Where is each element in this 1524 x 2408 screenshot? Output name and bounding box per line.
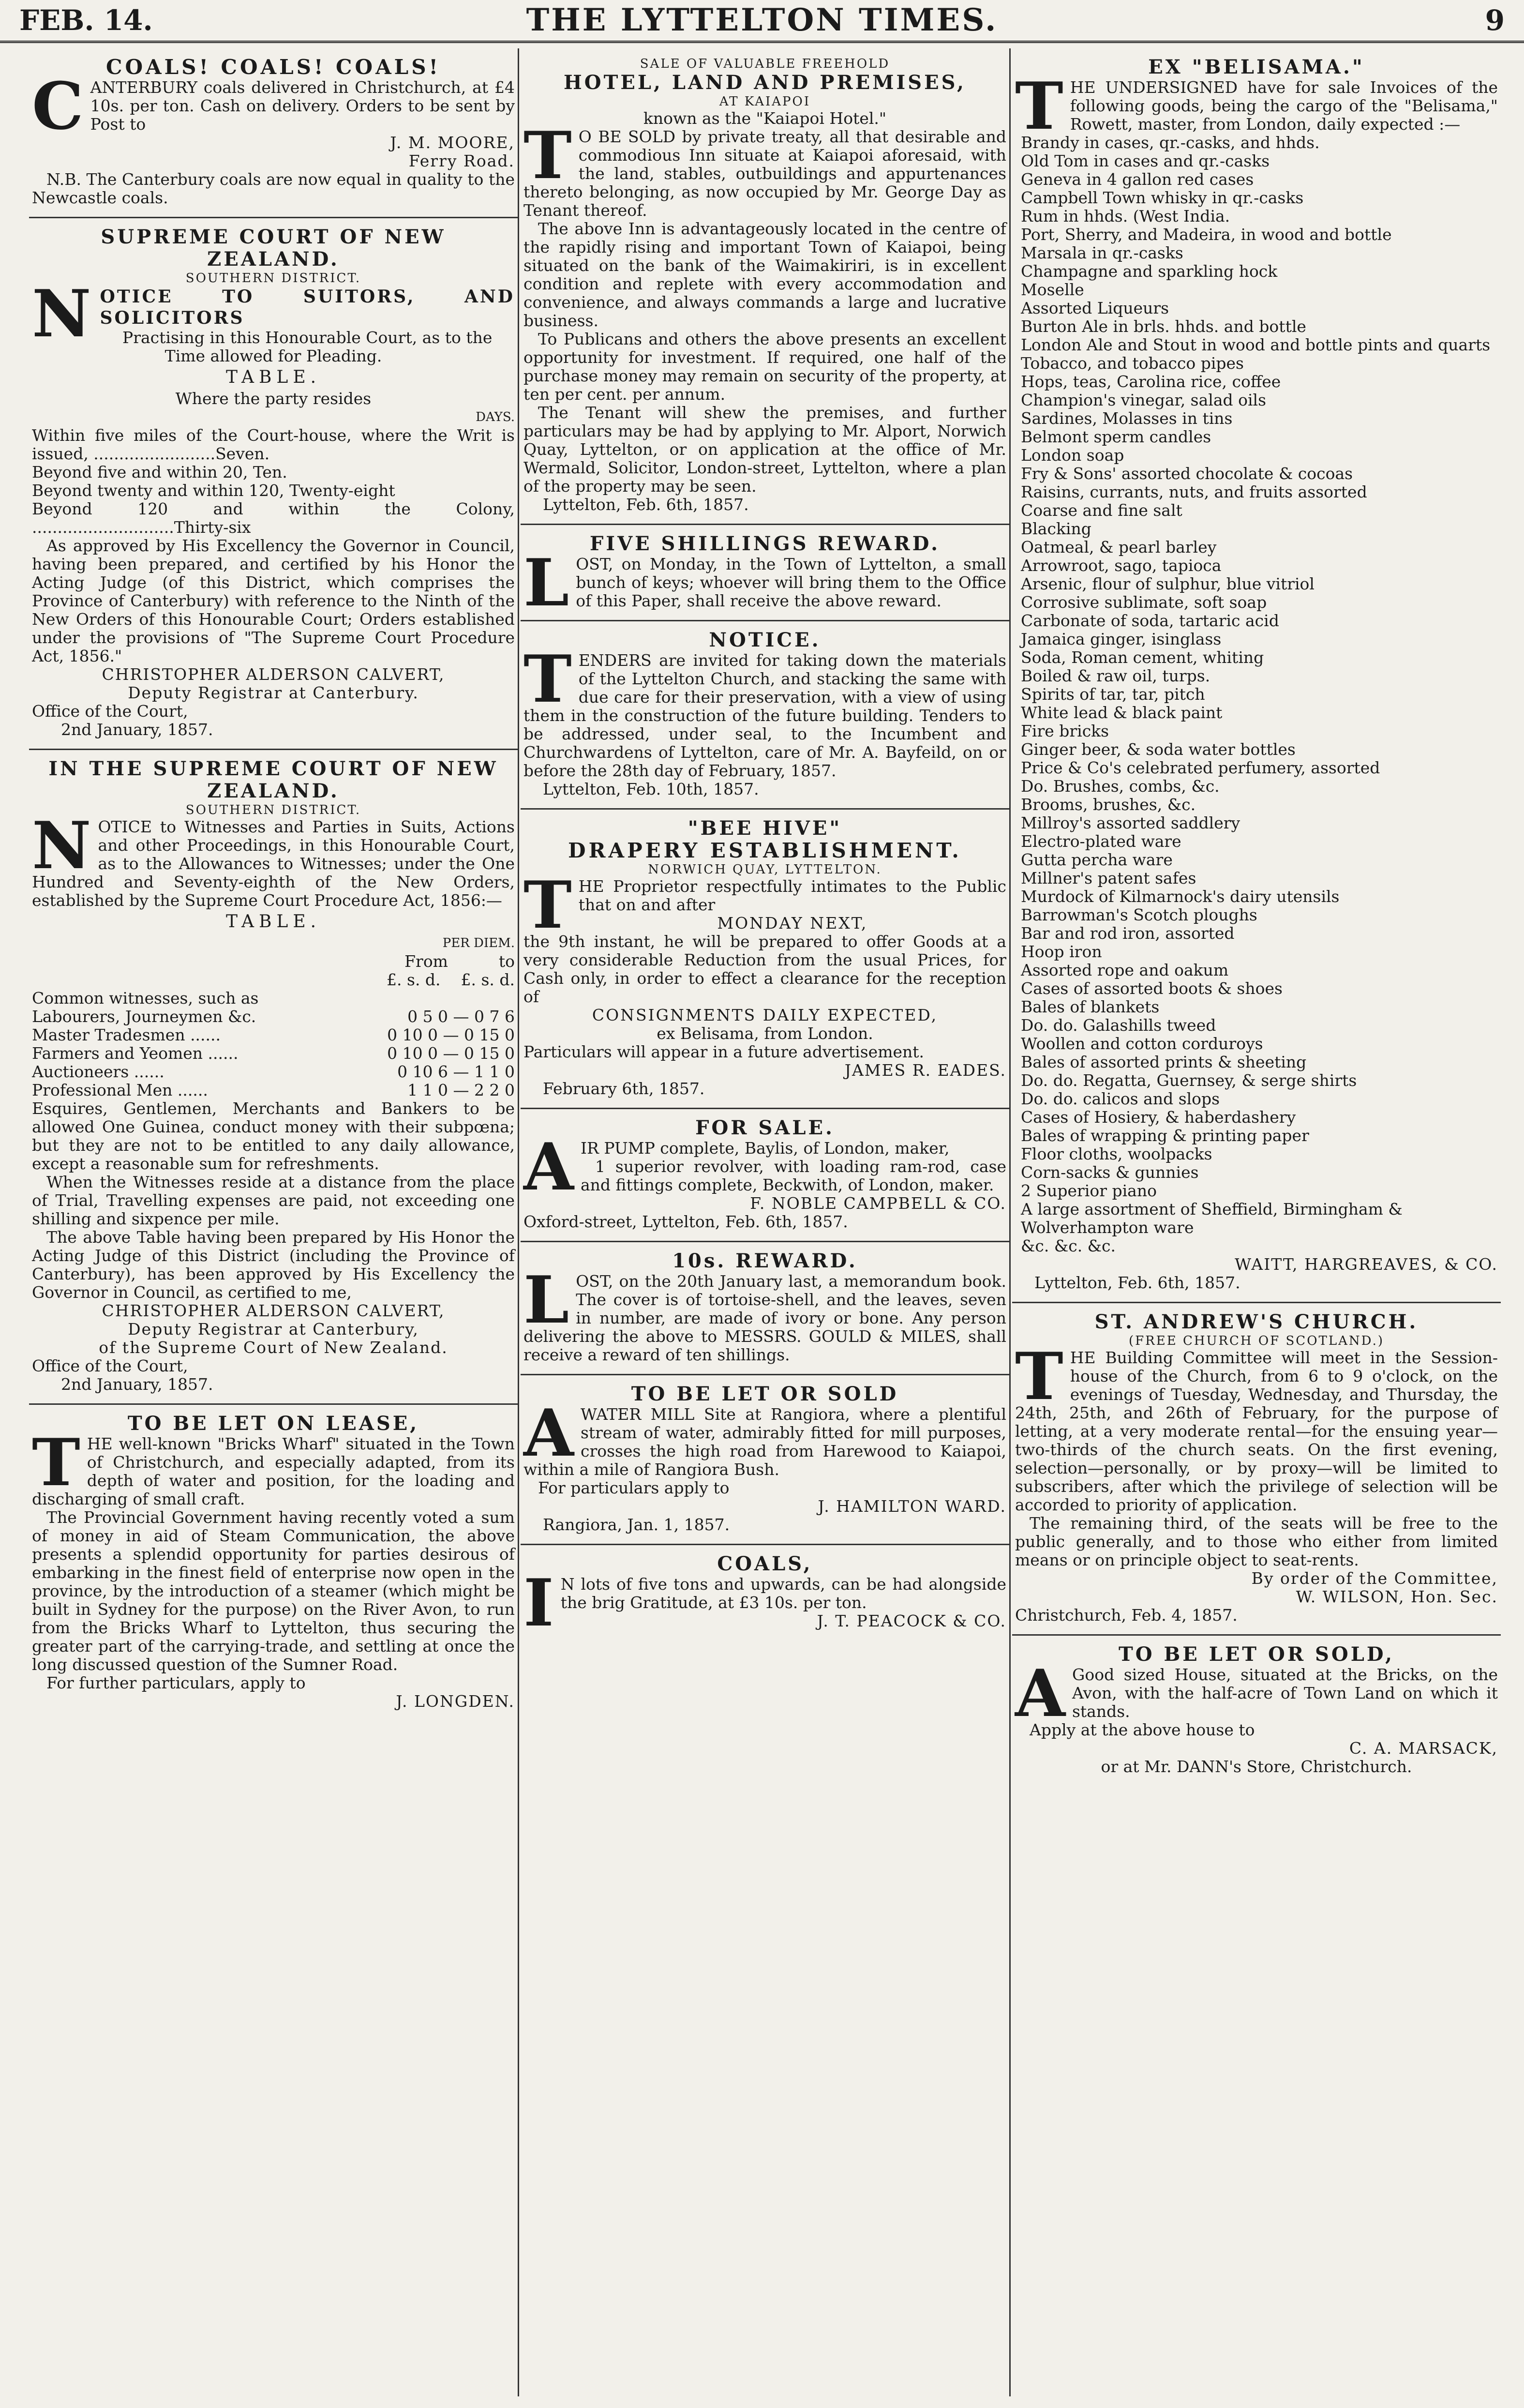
ad-body: THE Proprietor respectfully intimates to the Public that on and after	[523, 867, 1006, 943]
row-values: 0 5 0 — 0 7 6	[407, 1007, 515, 1026]
row-label: Labourers, Journeymen &c.	[32, 1007, 256, 1026]
ad-five-shillings-reward	[521, 525, 1009, 621]
ad-signature-title: Deputy Registrar at Canterbury,	[128, 1320, 419, 1339]
ad-body: The Tenant will shew the premises, and further particulars may be had by applying to Mr. Alport, Norwich Quay, Lyttelton, or on application at the office of Mr. Wermald, Solicitor, London-street, Lyttelton, where a plan of the property may be seen.	[523, 403, 1006, 496]
ad-body: The remaining third, of the seats will be free to the public generally, and to those who either from limited means or on principle object to seat-rents.	[1015, 1514, 1498, 1569]
ad-kicker: "BEE HIVE"	[687, 817, 842, 840]
goods-list-item: Fire bricks	[1021, 722, 1109, 740]
ad-signature: C. A. MARSACK,	[1349, 1739, 1498, 1758]
ad-signature: CHRISTOPHER ALDERSON CALVERT,	[102, 665, 445, 684]
ad-heading: NOTICE.	[709, 629, 821, 651]
goods-list-item: Do. do. calicos and slops	[1021, 1089, 1220, 1108]
ad-notice-tenders	[521, 621, 1009, 810]
goods-list-item: Arsenic, flour of sulphur, blue vitriol	[1021, 574, 1315, 593]
ad-date: 2nd January, 1857.	[61, 1375, 213, 1394]
masthead	[0, 0, 1524, 43]
ad-body: LOST, on the 20th January last, a memorandum book. The cover is of tortoise-shell, and the leaves, seven in number, are made of ivory or bone. Any person delivering the above to MESSRS. GOULD & MILES, shall receive a reward of ten shillings.	[523, 1262, 1006, 1364]
ad-signature: J. LONGDEN.	[396, 1692, 515, 1711]
ad-body: When the Witnesses reside at a distance from the place of Trial, Travelling expenses are paid, not exceeding one shilling and sixpence per mile.	[32, 1173, 515, 1228]
row-values: 0 10 0 — 0 15 0	[387, 1044, 515, 1063]
goods-list-item: Fry & Sons' assorted chocolate & cocoas	[1021, 464, 1353, 483]
ad-date: Lyttelton, Feb. 6th, 1857.	[1034, 1273, 1240, 1292]
row-label: Common witnesses, such as	[32, 989, 259, 1008]
ad-kaiapoi-hotel	[521, 48, 1009, 525]
column-rule-2	[1009, 48, 1011, 2396]
goods-list-item: Do. do. Galashills tweed	[1021, 1016, 1216, 1035]
table-row: Beyond 120 and within the Colony, ............................Thirty-six	[32, 499, 515, 537]
ad-body: THE Building Committee will meet in the Session-house of the Church, from 6 to 9 o'clock, on the evenings of Tuesday, Wednesday, and Thursday, the 24th, 25th, and 26th of February, for the purpose of letting, at a very moderate rental—for the ensuing year—two-thirds of the church seats. On the first evening, selection—personally, or by proxy—will be limited to subscribers, after which the privilege of selection will be accorded to priority of application.	[1015, 1338, 1498, 1514]
ad-for-sale-air-pump	[521, 1109, 1009, 1242]
goods-list-item: Bar and rod iron, assorted	[1021, 924, 1235, 943]
ad-date: February 6th, 1857.	[543, 1079, 705, 1098]
column-rule-1	[518, 48, 519, 2396]
ad-intro: Practising in this Honourable Court, as to the Time allowed for Pleading.	[122, 328, 493, 365]
ad-signature: WAITT, HARGREAVES, & CO.	[1235, 1255, 1498, 1274]
goods-list-item: Burton Ale in brls. hhds. and bottle	[1021, 317, 1306, 336]
row-label: Professional Men ......	[32, 1081, 208, 1099]
goods-list-item: Tobacco, and tobacco pipes	[1021, 354, 1244, 373]
ad-coals-peacock	[521, 1545, 1009, 1640]
goods-list-item: Bales of assorted prints & sheeting	[1021, 1053, 1307, 1071]
goods-list-item: Do. do. Regatta, Guernsey, & serge shirts	[1021, 1071, 1357, 1090]
ad-house-let-or-sold	[1012, 1636, 1501, 1786]
ad-heading: 10s. REWARD.	[672, 1249, 858, 1272]
ad-heading: COALS! COALS! COALS!	[106, 55, 441, 79]
goods-list-item: Assorted rope and oakum	[1021, 961, 1229, 979]
goods-list-item: Champagne and sparkling hock	[1021, 262, 1278, 281]
ad-body: For particulars apply to	[538, 1478, 730, 1497]
ad-heading: EX "BELISAMA."	[1148, 56, 1365, 78]
table-row	[32, 1063, 515, 1081]
ad-signature: J. HAMILTON WARD.	[818, 1497, 1006, 1516]
goods-list-item: Arrowroot, sago, tapioca	[1021, 556, 1222, 575]
ad-water-mill	[521, 1375, 1009, 1545]
goods-list-item: Marsala in qr.-casks	[1021, 243, 1183, 262]
column-3	[1012, 48, 1501, 2396]
goods-list-item: Carbonate of soda, tartaric acid	[1021, 611, 1279, 630]
ad-signature-title: Deputy Registrar at Canterbury.	[128, 683, 419, 702]
goods-list-item: Sardines, Molasses in tins	[1021, 409, 1233, 428]
ad-body: the 9th instant, he will be prepared to offer Goods at a very considerable Reduction from the usual Prices, for Cash only, in order to effect a clearance for the reception of	[523, 932, 1006, 1006]
ad-order: By order of the Committee,	[1251, 1569, 1498, 1588]
ad-body: AIR PUMP complete, Baylis, of London, maker,	[523, 1129, 950, 1205]
table-row: Beyond five and within 20, Ten.	[32, 463, 287, 482]
table-row	[32, 1081, 515, 1099]
goods-list-item: Corn-sacks & gunnies	[1021, 1163, 1199, 1182]
ad-heading: HOTEL, LAND AND PREMISES,	[564, 71, 966, 94]
ad-body: NOTICE to Witnesses and Parties in Suits, Actions and other Proceedings, in this Honourable Court, as to the Allowances to Witnesses; under the One Hundred and Seventy-eighth of the New Orders, established by the Supreme Court Procedure Act, 1856:—	[32, 807, 515, 910]
ad-signature: F. NOBLE CAMPBELL & CO.	[750, 1194, 1006, 1213]
goods-list-item: A large assortment of Sheffield, Birmingham & Wolverhampton ware	[1021, 1200, 1403, 1237]
ad-ten-shillings-reward	[521, 1242, 1009, 1375]
column-2	[521, 48, 1009, 2396]
table-row: Within five miles of the Court-house, where the Writ is issued, ........................Seven.	[32, 426, 515, 463]
ad-signature-title: of the Supreme Court of New Zealand.	[99, 1338, 448, 1357]
table-row: Beyond twenty and within 120, Twenty-eight	[32, 481, 395, 500]
goods-list-item: Gutta percha ware	[1021, 850, 1173, 869]
ad-signature: J. T. PEACOCK & CO.	[817, 1611, 1006, 1630]
issue-date: FEB. 14.	[19, 4, 153, 37]
ad-date: Lyttelton, Feb. 10th, 1857.	[543, 780, 759, 798]
ad-body: To Publicans and others the above presents an excellent opportunity for investment. If required, one half of the purchase money may remain on security of the property, at ten per cent. per annum.	[523, 330, 1006, 404]
ad-date: Rangiora, Jan. 1, 1857.	[543, 1515, 730, 1534]
goods-list-item: Cases of Hosiery, & haberdashery	[1021, 1108, 1296, 1127]
newspaper-title: THE LYTTELTON TIMES.	[526, 2, 998, 38]
table-heading: TABLE.	[225, 912, 321, 932]
goods-list-item: Champion's vinegar, salad oils	[1021, 391, 1267, 409]
ad-body: IN lots of five tons and upwards, can be had alongside the brig Gratitude, at £3 10s. per ton.	[523, 1565, 1006, 1641]
goods-list-item: Hops, teas, Carolina rice, coffee	[1021, 372, 1281, 391]
ad-heading: FOR SALE.	[695, 1116, 835, 1139]
column-1	[29, 48, 518, 2396]
ad-signature: CHRISTOPHER ALDERSON CALVERT,	[102, 1301, 445, 1320]
ad-body: THE well-known "Bricks Wharf" situated in the Town of Christchurch, and especially adapted, from its depth of water and position, for the loading and discharging of small craft.	[32, 1424, 515, 1508]
goods-list-item: Oatmeal, & pearl barley	[1021, 538, 1217, 557]
ad-body: For further particulars, apply to	[46, 1673, 306, 1692]
goods-list-item: Boiled & raw oil, turps.	[1021, 666, 1210, 685]
ad-subheading: SOUTHERN DISTRICT.	[185, 271, 361, 286]
ad-bee-hive	[521, 810, 1009, 1109]
goods-list-item: Cases of assorted boots & shoes	[1021, 979, 1283, 998]
goods-list-item: Floor cloths, woolpacks	[1021, 1144, 1212, 1163]
goods-list-item: Jamaica ginger, isinglass	[1021, 630, 1222, 648]
ad-st-andrews-church	[1012, 1303, 1501, 1636]
ad-heading: IN THE SUPREME COURT OF NEW ZEALAND.	[48, 757, 498, 802]
goods-list-item: Electro-plated ware	[1021, 832, 1181, 851]
ad-body: THE UNDERSIGNED have for sale Invoices of the following goods, being the cargo of the "Belisama," Rowett, master, from London, daily expected :—	[1015, 68, 1498, 144]
row-values: 1 1 0 — 2 2 0	[407, 1081, 515, 1099]
ad-lease-bricks-wharf	[29, 1405, 518, 1720]
ad-signature: JAMES R. EADES.	[844, 1061, 1006, 1080]
goods-list-item: Bales of wrapping & printing paper	[1021, 1126, 1309, 1145]
ad-body: AGood sized House, situated at the Bricks, on the Avon, with the half-acre of Town Land on which it stands.	[1015, 1655, 1498, 1731]
row-values: 0 10 6 — 1 1 0	[397, 1062, 515, 1081]
ad-body: Particulars will appear in a future advertisement.	[523, 1042, 925, 1061]
ad-signature: W. WILSON, Hon. Sec.	[1296, 1587, 1498, 1606]
ad-address: Ferry Road.	[408, 151, 515, 170]
ad-subheading: (FREE CHURCH OF SCOTLAND.)	[1129, 1334, 1384, 1348]
goods-list-item: Do. Brushes, combs, &c.	[1021, 777, 1220, 796]
ad-body: CANTERBURY coals delivered in Christchurch, at £4 10s. per ton. Cash on delivery. Orders to be sent by Post to	[32, 68, 515, 144]
goods-list-item: Belmont sperm candles	[1021, 427, 1211, 446]
ad-body: Apply at the above house to	[1030, 1720, 1255, 1739]
ad-body: LOST, on Monday, in the Town of Lyttelton, a small bunch of keys; whoever will bring them to the Office of this Paper, shall receive the above reward.	[523, 544, 1006, 621]
goods-list-item: Old Tom in cases and qr.-casks	[1021, 151, 1270, 170]
ad-heading: TO BE LET OR SOLD	[631, 1383, 899, 1405]
goods-list-item: Brooms, brushes, &c.	[1021, 795, 1196, 814]
goods-list-item: Rum in hhds. (West India.	[1021, 207, 1230, 226]
table-row	[32, 1008, 515, 1026]
ad-heading: COALS,	[717, 1552, 813, 1575]
ad-body: TENDERS are invited for taking down the materials of the Lyttelton Church, and stacking the same with due care for their preservation, with a view of using them in the construction of the future building. Tenders to be addressed, under seal, to the Incumbent and Churchwardens of Lyttelton, care of Mr. A. Bayfeild, on or before the 28th day of February, 1857.	[523, 641, 1006, 780]
ad-heading: FIVE SHILLINGS REWARD.	[589, 532, 940, 555]
goods-list-item: Hoop iron	[1021, 942, 1102, 961]
row-label: Farmers and Yeomen ......	[32, 1044, 239, 1063]
ad-heading: SUPREME COURT OF NEW ZEALAND.	[101, 226, 446, 271]
ad-kicker: SALE OF VALUABLE FREEHOLD	[640, 57, 890, 71]
ad-emphasis: CONSIGNMENTS DAILY EXPECTED,	[592, 1006, 938, 1024]
goods-list-item: Soda, Roman cement, whiting	[1021, 648, 1264, 667]
table-unit: PER DIEM.	[442, 936, 515, 950]
ad-coals-moore	[29, 48, 518, 218]
table-row	[32, 989, 515, 1008]
table-unit: DAYS.	[476, 410, 515, 424]
goods-list-item: Millroy's assorted saddlery	[1021, 813, 1240, 832]
ad-body: The Provincial Government having recently voted a sum of money in aid of Steam Communication, the above presents a splendid opportunity for parties desirous of embarking in the finest field of enterprise now open in the province, by the introduction of a steamer (which might be built in Sydney for the purpose) on the River Avon, to run from the Bricks Wharf to Lyttelton, thus securing the greater part of the carrying-trade, and settling at once the long discussed question of the Sumner Road.	[32, 1508, 515, 1674]
goods-list-item: Woollen and cotton corduroys	[1021, 1034, 1263, 1053]
table-caption: Where the party resides	[175, 389, 372, 408]
goods-list-item: Raisins, currants, nuts, and fruits assorted	[1021, 482, 1367, 501]
table-row	[32, 1026, 515, 1044]
ad-belisama-goods	[1012, 48, 1501, 1303]
table-columns: From to	[404, 952, 515, 971]
goods-list-item: Coarse and fine salt	[1021, 501, 1182, 520]
ad-supreme-court-witnesses	[29, 750, 518, 1405]
page-number: 9	[1485, 4, 1505, 37]
goods-list-item: Murdock of Kilmarnock's dairy utensils	[1021, 887, 1340, 906]
row-values: 0 10 0 — 0 15 0	[387, 1025, 515, 1044]
goods-list-item: Assorted Liqueurs	[1021, 299, 1169, 317]
ad-body: 1 superior revolver, with loading ram-rod, case and fittings complete, Beckwith, of London, maker.	[580, 1157, 1006, 1194]
goods-list-item: Brandy in cases, qr.-casks, and hhds.	[1021, 133, 1320, 152]
ad-supreme-court-suitors	[29, 218, 518, 750]
ad-note: N.B. The Canterbury coals are now equal in quality to the Newcastle coals.	[32, 170, 515, 207]
table-currency: £. s. d. £. s. d.	[387, 970, 515, 989]
goods-list-item: Corrosive sublimate, soft soap	[1021, 593, 1267, 612]
ad-date: Christchurch, Feb. 4, 1857.	[1015, 1606, 1238, 1625]
goods-list-item: Price & Co's celebrated perfumery, assorted	[1021, 758, 1380, 777]
ad-body: AWATER MILL Site at Rangiora, where a plentiful stream of water, admirably fitted for mill purposes, crosses the high road from Harewood to Kaiapoi, within a mile of Rangiora Bush.	[523, 1395, 1006, 1479]
goods-list-item: London Ale and Stout in wood and bottle pints and quarts	[1021, 335, 1491, 354]
ad-date: Lyttelton, Feb. 6th, 1857.	[543, 495, 749, 514]
goods-list-item: Blacking	[1021, 519, 1091, 538]
ad-date: Oxford-street, Lyttelton, Feb. 6th, 1857.	[523, 1212, 848, 1231]
goods-list-item: Barrowman's Scotch ploughs	[1021, 905, 1257, 924]
goods-list-item: Bales of blankets	[1021, 997, 1160, 1016]
ad-body: Esquires, Gentlemen, Merchants and Bankers to be allowed One Guinea, conduct money with their subpœna; but they are not to be entitled to any daily allowance, except a reasonable sum for refreshments.	[32, 1099, 515, 1173]
table-row	[32, 1044, 515, 1063]
ad-heading: ST. ANDREW'S CHURCH.	[1094, 1310, 1419, 1333]
ad-heading: TO BE LET ON LEASE,	[127, 1412, 419, 1435]
ad-body: As approved by His Excellency the Governor in Council, having been prepared, and certified by his Honor the Acting Judge (of this District, which comprises the Province of Canterbury) with reference to the Ninth of the New Orders of this Honourable Court; Orders established under the provisions of "The Supreme Court Procedure Act, 1856."	[32, 536, 515, 665]
goods-list-item: Campbell Town whisky in qr.-casks	[1021, 188, 1304, 207]
ad-heading: TO BE LET OR SOLD,	[1118, 1643, 1395, 1666]
ad-body: ex Belisama, from London.	[657, 1024, 873, 1043]
ad-body: The above Table having been prepared by His Honor the Acting Judge of this District (including the Province of Canterbury), has been approved by His Excellency the Governor in Council, as certified to me,	[32, 1228, 515, 1302]
ad-title: NOTICE TO SUITORS, AND SOLICITORS	[32, 275, 515, 352]
table-heading: TABLE.	[225, 367, 321, 387]
ad-subtitle: known as the "Kaiapoi Hotel."	[643, 109, 887, 128]
goods-list-item: &c. &c. &c.	[1021, 1236, 1116, 1255]
ad-subheading: AT KAIAPOI	[719, 94, 811, 109]
ad-office: Office of the Court,	[32, 1356, 188, 1375]
goods-list-item: Geneva in 4 gallon red cases	[1021, 170, 1254, 189]
ad-subheading: SOUTHERN DISTRICT.	[185, 803, 361, 817]
ad-address: or at Mr. DANN's Store, Christchurch.	[1101, 1757, 1412, 1776]
goods-list-item: Moselle	[1021, 280, 1084, 299]
ad-body: The above Inn is advantageously located in the centre of the rapidly rising and important Town of Kaiapoi, being situated on the bank of the Waimakiriri, is in excellent condition and replete with every accommodation and convenience, and always commands a large and lucrative business.	[523, 219, 1006, 330]
ad-subheading: NORWICH QUAY, LYTTELTON.	[648, 862, 882, 877]
ad-signature: J. M. MOORE,	[390, 133, 515, 152]
goods-list-item: Ginger beer, & soda water bottles	[1021, 740, 1296, 759]
ad-office: Office of the Court,	[32, 702, 188, 721]
ad-heading: DRAPERY ESTABLISHMENT.	[568, 839, 962, 862]
goods-list-item: Spirits of tar, tar, pitch	[1021, 685, 1205, 704]
row-label: Master Tradesmen ......	[32, 1025, 221, 1044]
goods-list-item: White lead & black paint	[1021, 703, 1223, 722]
ad-body: TO BE SOLD by private treaty, all that desirable and commodious Inn situate at Kaiapoi aforesaid, with the land, stables, outbuildings and appurtenances thereto belonging, as now occupied by Mr. George Day as Tenant thereof.	[523, 117, 1006, 220]
goods-list-item: Port, Sherry, and Madeira, in wood and bottle	[1021, 225, 1392, 244]
row-label: Auctioneers ......	[32, 1062, 164, 1081]
goods-list-item: Millner's patent safes	[1021, 869, 1196, 888]
goods-list-item: 2 Superior piano	[1021, 1181, 1157, 1200]
ad-date: 2nd January, 1857.	[61, 720, 213, 739]
ad-emphasis: MONDAY NEXT,	[717, 914, 868, 933]
goods-list	[1015, 134, 1498, 1255]
goods-list-item: London soap	[1021, 446, 1124, 465]
